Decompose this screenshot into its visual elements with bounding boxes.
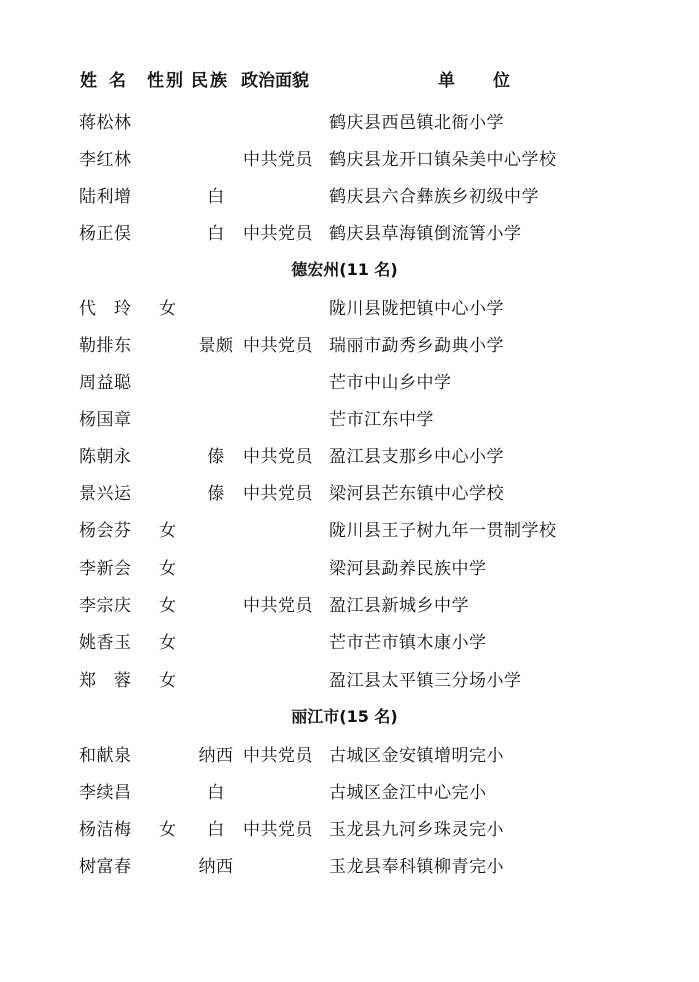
- table-row: [0, 405, 699, 433]
- header-name: 姓名: [80, 71, 138, 91]
- section-heading-dehong: [0, 257, 699, 285]
- table-row: [0, 219, 699, 247]
- table-row: [0, 852, 699, 880]
- table-row: [0, 815, 699, 843]
- cell-unit: 盈江县太平镇三分场小学: [329, 671, 522, 691]
- cell-unit: 芒市芒市镇木康小学: [329, 633, 487, 653]
- cell-ethnicity: 白: [207, 783, 225, 803]
- cell-party: 中共党员: [243, 746, 313, 766]
- cell-name: 杨正俣: [79, 224, 132, 244]
- cell-unit: 鹤庆县六合彝族乡初级中学: [329, 187, 539, 207]
- cell-unit: 陇川县王子树九年一贯制学校: [329, 521, 557, 541]
- cell-ethnicity: 白: [207, 187, 225, 207]
- cell-party: 中共党员: [243, 447, 313, 467]
- cell-unit: 玉龙县奉科镇柳青完小: [329, 857, 504, 877]
- header-unit: 单位: [438, 71, 548, 91]
- cell-ethnicity: 白: [207, 224, 225, 244]
- section-heading-lijiang: [0, 704, 699, 732]
- table-row: [0, 591, 699, 619]
- cell-name: 代 玲: [79, 299, 132, 319]
- table-row: [0, 368, 699, 396]
- header-party: 政治面貌: [241, 71, 309, 91]
- cell-gender: 女: [159, 559, 177, 579]
- cell-name: 杨洁梅: [79, 820, 132, 840]
- cell-unit: 古城区金安镇增明完小: [329, 746, 504, 766]
- cell-name: 陈朝永: [79, 447, 132, 467]
- cell-name: 杨会芬: [79, 521, 132, 541]
- cell-name: 李新会: [79, 559, 132, 579]
- cell-ethnicity: 纳西: [198, 857, 234, 877]
- table-row: [0, 628, 699, 656]
- cell-name: 李宗庆: [79, 596, 132, 616]
- cell-party: 中共党员: [243, 820, 313, 840]
- cell-unit: 鹤庆县龙开口镇朵美中心学校: [329, 150, 557, 170]
- section-title: 德宏州(11 名): [291, 260, 398, 279]
- cell-ethnicity: 纳西: [198, 746, 234, 766]
- table-row: [0, 778, 699, 806]
- header-gender: 性别: [147, 71, 185, 91]
- table-row: [0, 145, 699, 173]
- cell-party: 中共党员: [243, 224, 313, 244]
- cell-unit: 盈江县新城乡中学: [329, 596, 469, 616]
- cell-name: 蒋松林: [79, 113, 132, 133]
- cell-gender: 女: [159, 521, 177, 541]
- cell-name: 景兴运: [79, 484, 132, 504]
- cell-gender: 女: [159, 671, 177, 691]
- cell-gender: 女: [159, 596, 177, 616]
- cell-unit: 梁河县勐养民族中学: [329, 559, 487, 579]
- cell-party: 中共党员: [243, 336, 313, 356]
- cell-name: 李续昌: [79, 783, 132, 803]
- table-row: [0, 479, 699, 507]
- cell-unit: 盈江县支那乡中心小学: [329, 447, 504, 467]
- table-row: [0, 516, 699, 544]
- header-ethnicity: 民族: [191, 71, 229, 91]
- cell-ethnicity: 白: [207, 820, 225, 840]
- cell-name: 姚香玉: [79, 633, 132, 653]
- cell-name: 和献泉: [79, 746, 132, 766]
- cell-gender: 女: [159, 820, 177, 840]
- cell-unit: 芒市中山乡中学: [329, 373, 452, 393]
- cell-unit: 鹤庆县西邑镇北衙小学: [329, 113, 504, 133]
- table-row: [0, 294, 699, 322]
- table-row: [0, 108, 699, 136]
- cell-unit: 玉龙县九河乡珠灵完小: [329, 820, 504, 840]
- table-header: [0, 66, 699, 96]
- cell-unit: 陇川县陇把镇中心小学: [329, 299, 504, 319]
- cell-name: 勒排东: [79, 336, 132, 356]
- cell-ethnicity: 傣: [207, 447, 225, 467]
- cell-name: 周益聪: [79, 373, 132, 393]
- table-row: [0, 666, 699, 694]
- table-row: [0, 331, 699, 359]
- cell-name: 杨国章: [79, 410, 132, 430]
- table-row: [0, 182, 699, 210]
- cell-ethnicity: 傣: [207, 484, 225, 504]
- cell-unit: 芒市江东中学: [329, 410, 434, 430]
- cell-name: 陆利增: [79, 187, 132, 207]
- cell-party: 中共党员: [243, 150, 313, 170]
- cell-ethnicity: 景颇: [198, 336, 234, 356]
- cell-unit: 鹤庆县草海镇倒流箐小学: [329, 224, 522, 244]
- cell-gender: 女: [159, 299, 177, 319]
- cell-unit: 梁河县芒东镇中心学校: [329, 484, 504, 504]
- table-row: [0, 554, 699, 582]
- cell-party: 中共党员: [243, 484, 313, 504]
- cell-unit: 古城区金江中心完小: [329, 783, 487, 803]
- cell-name: 树富春: [79, 857, 132, 877]
- cell-name: 郑 蓉: [79, 671, 132, 691]
- cell-gender: 女: [159, 633, 177, 653]
- cell-name: 李红林: [79, 150, 132, 170]
- table-row: [0, 442, 699, 470]
- section-title: 丽江市(15 名): [291, 707, 398, 726]
- cell-unit: 瑞丽市勐秀乡勐典小学: [329, 336, 504, 356]
- cell-party: 中共党员: [243, 596, 313, 616]
- table-row: [0, 741, 699, 769]
